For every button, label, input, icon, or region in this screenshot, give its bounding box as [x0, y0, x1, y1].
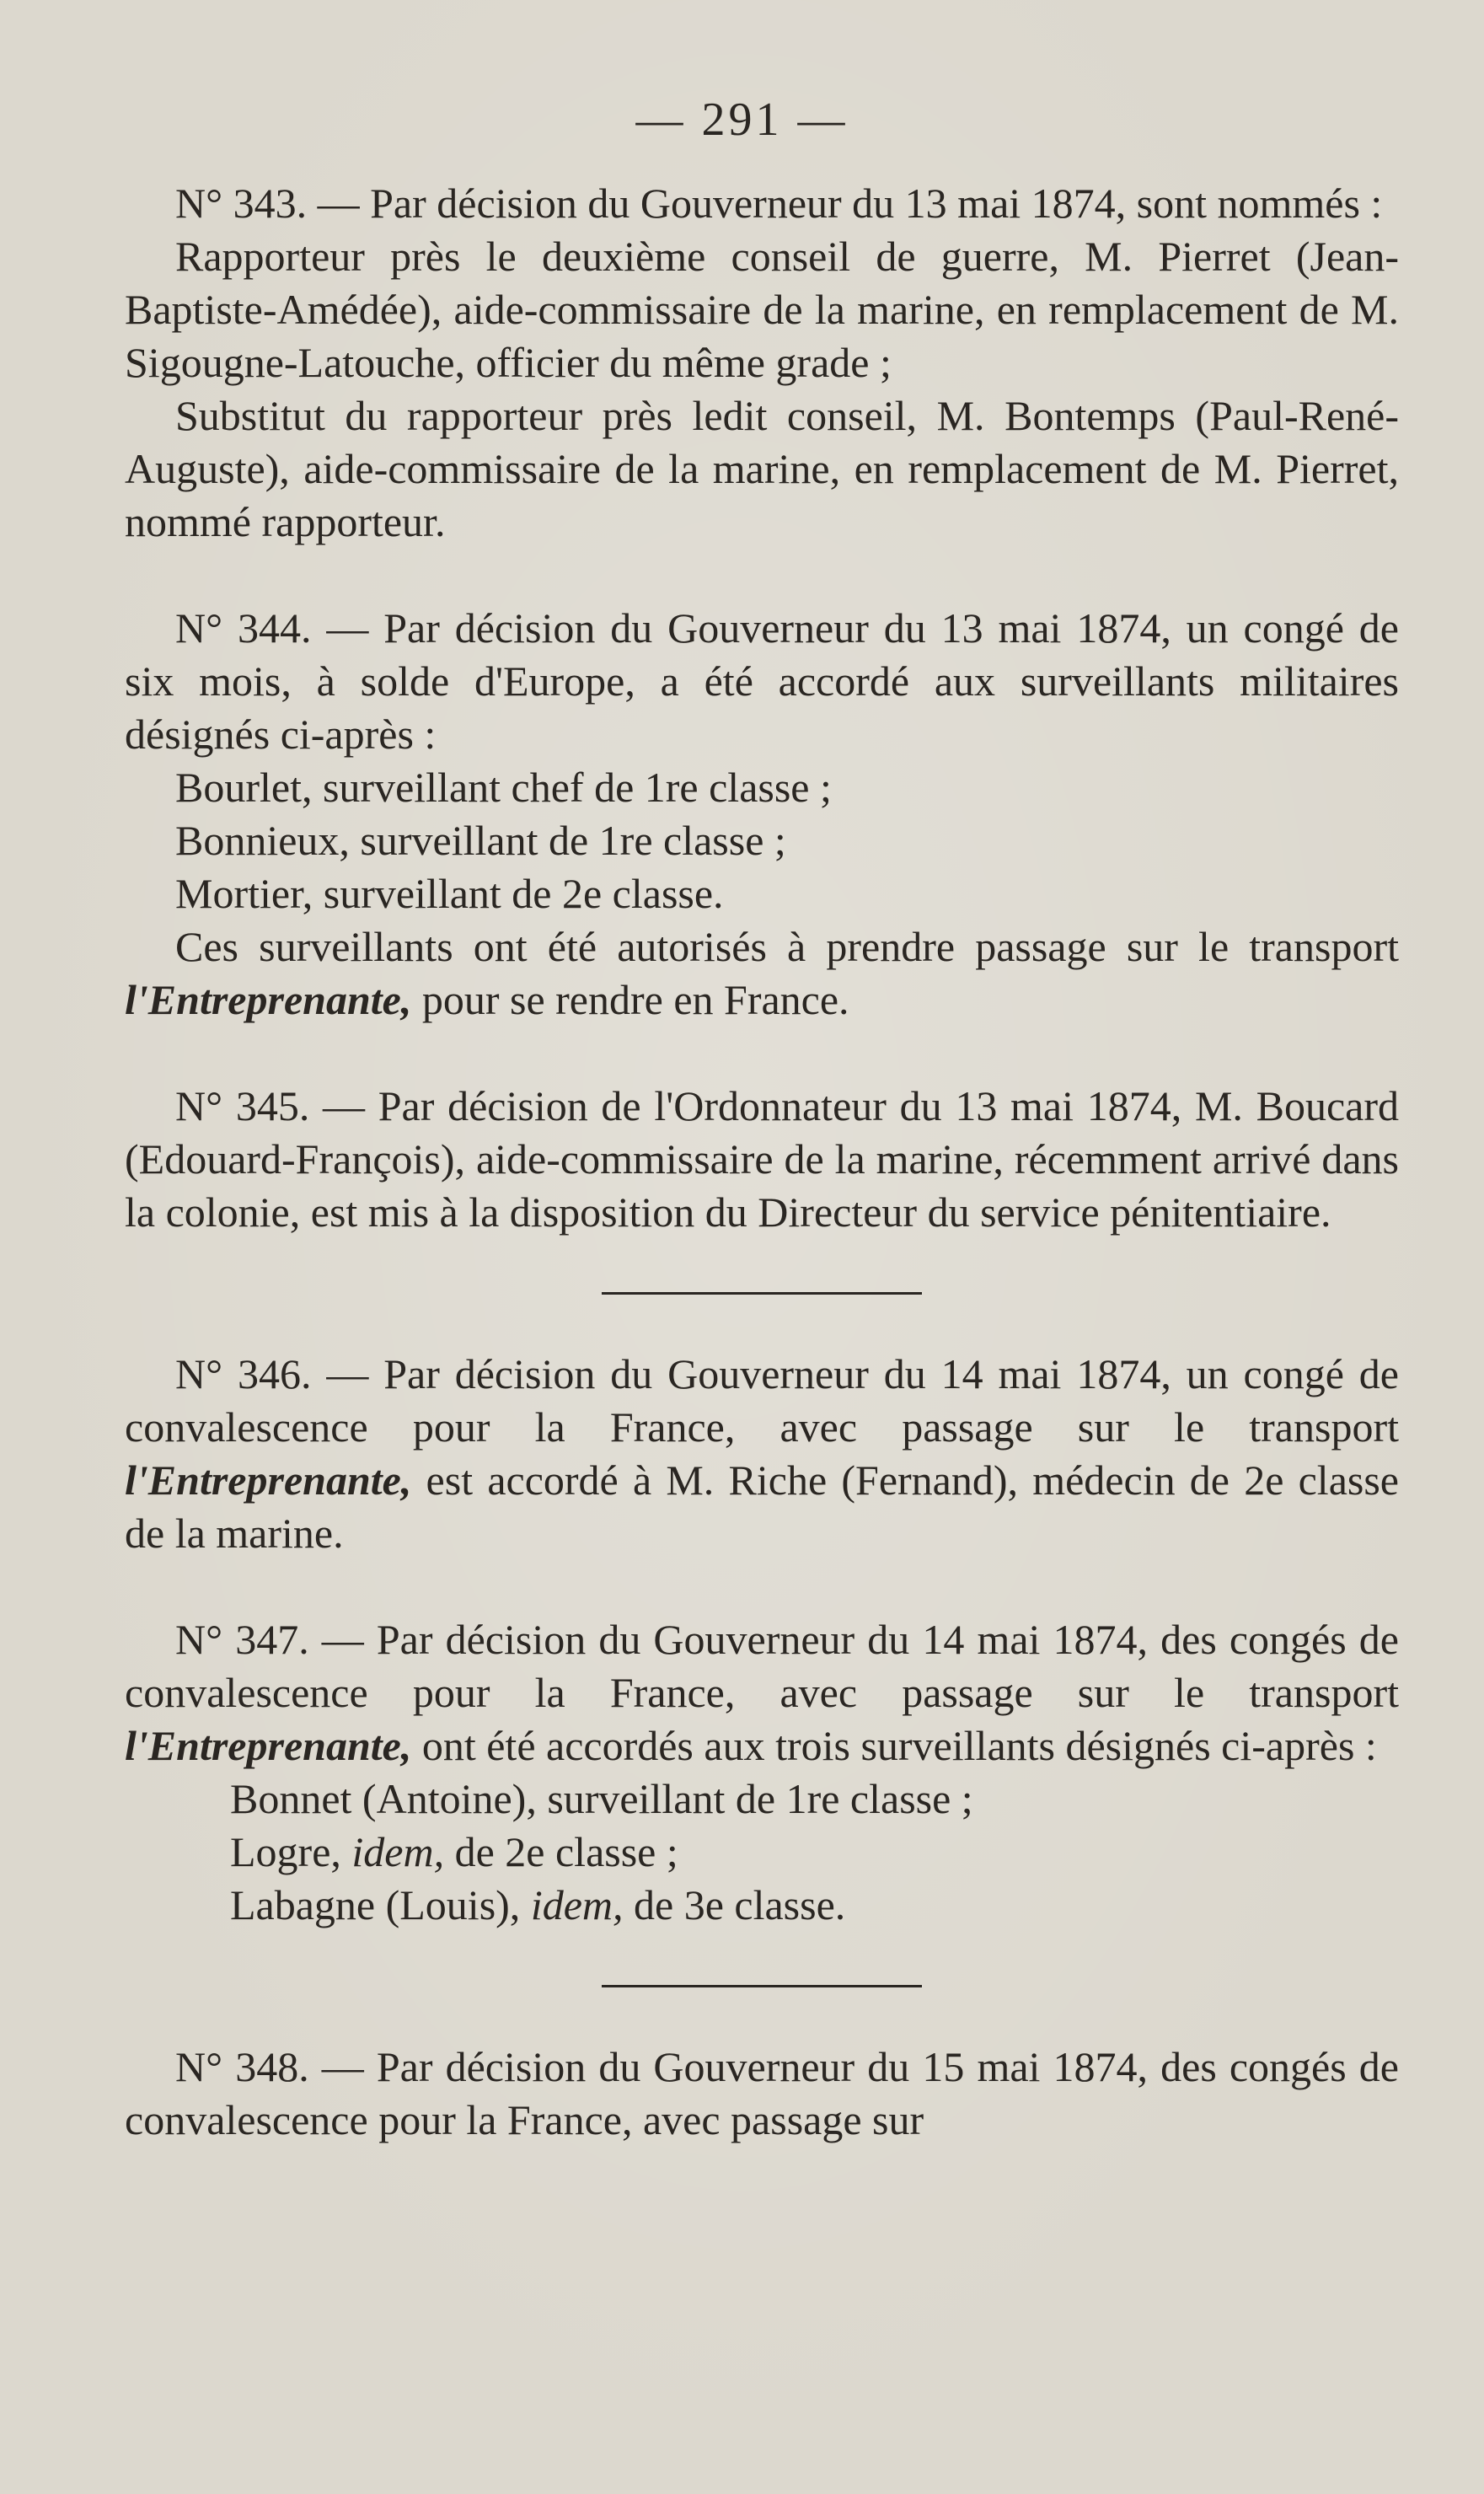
decision-344-closing-after: pour se rendre en France. [411, 976, 849, 1023]
ship-name: l'Entreprenante, [125, 976, 412, 1023]
decision-344-closing [125, 920, 1399, 1027]
idem-label: idem, [530, 1881, 624, 1928]
document-body [125, 177, 1399, 2147]
decision-348: N° 348. — Par décision du Gouverneur du 15 mai 1874, des congés de convalescence pour la France, avec passage sur [125, 2043, 1399, 2143]
ship-name: l'Entreprenante, [125, 1722, 412, 1769]
decision-344-item-2: Bonnieux, surveillant de 1re classe ; [175, 817, 786, 864]
decision-345: N° 345. — Par décision de l'Ordonnateur du 13 mai 1874, M. Boucard (Edouard-François), aide-commissaire de la marine, récemment arrivé dans la colonie, est mis à la disposition du Directeur du service pénitentiaire. [125, 1082, 1399, 1236]
item-rest: de 3e classe. [623, 1881, 846, 1928]
decision-344-item-3: Mortier, surveillant de 2e classe. [175, 870, 724, 917]
decision-346 [125, 1348, 1399, 1560]
decision-347-intro [125, 1613, 1399, 1773]
decision-343-substitut: Substitut du rapporteur près ledit conseil, M. Bontemps (Paul-René-Auguste), aide-commissaire de la marine, en remplacement de M. Pierret, nommé rapporteur. [125, 392, 1399, 545]
item-name: Labagne (Louis), [230, 1881, 531, 1928]
item-name: Logre, [230, 1828, 352, 1875]
decision-343-rapporteur: Rapporteur près le deuxième conseil de guerre, M. Pierret (Jean-Baptiste-Amédée), aide-commissaire de la marine, en remplacement de M. Sigougne-Latouche, officier du même grade ; [125, 233, 1399, 386]
ship-name: l'Entreprenante, [125, 1456, 412, 1504]
idem-label: idem, [351, 1828, 445, 1875]
decision-346-after: est accordé à M. Riche (Fernand), médecin de 2e classe de la marine. [125, 1456, 1399, 1557]
decision-344-closing-before: Ces surveillants ont été autorisés à prendre passage sur le transport [175, 923, 1399, 970]
decision-347-item-1: Bonnet (Antoine), surveillant de 1re classe ; [230, 1775, 973, 1822]
section-divider [602, 1292, 922, 1295]
decision-344-item-1: Bourlet, surveillant chef de 1re classe ; [175, 764, 832, 811]
decision-347-item-3 [125, 1879, 1399, 1932]
decision-343-intro: N° 343. — Par décision du Gouverneur du 13 mai 1874, sont nommés : [175, 180, 1383, 227]
item-rest: de 2e classe ; [444, 1828, 678, 1875]
page-number: — 291 — [635, 94, 849, 146]
decision-347-item-2 [125, 1826, 1399, 1879]
decision-347-after: ont été accordés aux trois surveillants désignés ci-après : [411, 1722, 1377, 1769]
decision-347-before: N° 347. — Par décision du Gouverneur du 14 mai 1874, des congés de convalescence pour la France, avec passage sur le transport [125, 1616, 1399, 1716]
decision-346-before: N° 346. — Par décision du Gouverneur du 14 mai 1874, un congé de convalescence pour la France, avec passage sur le transport [125, 1350, 1399, 1451]
section-divider [602, 1985, 922, 1987]
decision-344-intro: N° 344. — Par décision du Gouverneur du 13 mai 1874, un congé de six mois, à solde d'Europe, a été accordé aux surveillants militaires désignés ci-après : [125, 604, 1399, 758]
